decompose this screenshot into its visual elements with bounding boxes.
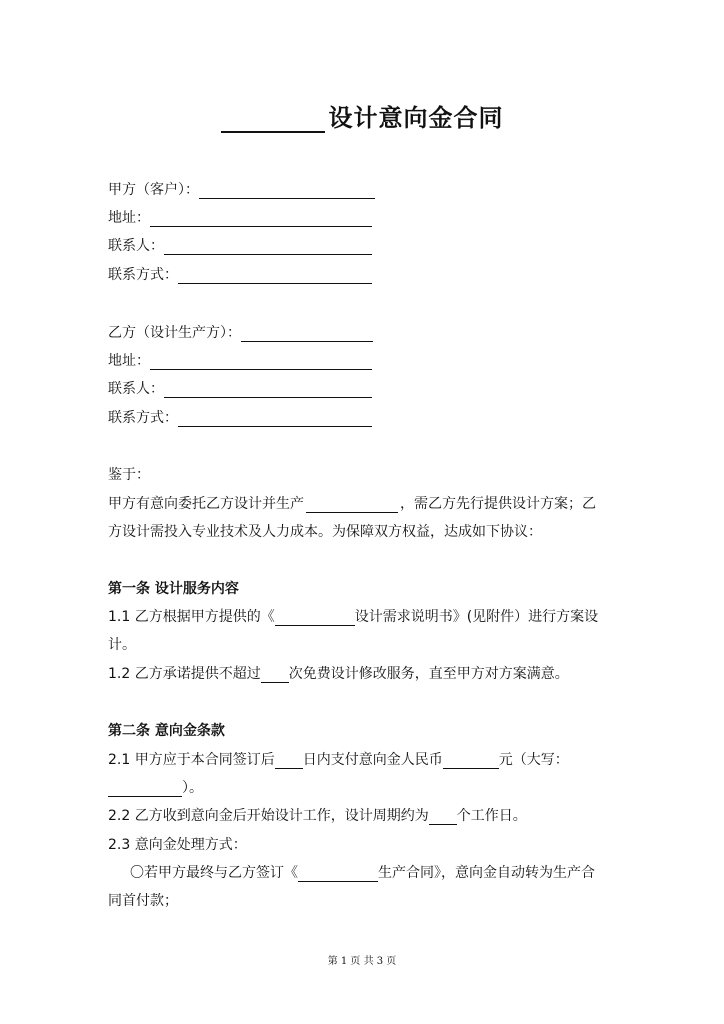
article-1-heading: 第一条 设计服务内容 <box>108 581 239 597</box>
clause-2-1-text-b: 日内支付意向金人民币 <box>302 752 443 768</box>
party-b-address-row <box>108 350 372 370</box>
title-blank[interactable] <box>221 105 325 133</box>
design-period-blank[interactable] <box>429 809 457 825</box>
party-b-contact-blank[interactable] <box>164 382 372 398</box>
clause-2-1-text-c: 元（大写： <box>498 752 569 768</box>
whereas-text-b: ，需乙方先行提供设计方案；乙 <box>400 496 596 512</box>
party-b-contact-row <box>108 378 372 398</box>
clause-2-2 <box>108 805 527 825</box>
whereas-line-2: 方设计需投入专业技术及人力成本。为保障双方权益，达成如下协议： <box>108 524 542 540</box>
party-a-method-blank[interactable] <box>178 268 372 284</box>
item-1-text-a: 〇若甲方最终与乙方签订《 <box>130 865 298 881</box>
party-b-contact-label: 联系人： <box>108 381 164 397</box>
clause-1-2 <box>108 663 569 683</box>
party-b-method-row <box>108 407 372 427</box>
title-text: 设计意向金合同 <box>328 104 504 132</box>
clause-2-1-line-1 <box>108 749 569 769</box>
clause-1-2-text-b: 次免费设计修改服务，直至甲方对方案满意。 <box>288 666 569 682</box>
party-a-method-row <box>108 264 372 284</box>
clause-2-1-text-d: ）。 <box>182 780 203 796</box>
whereas-text-a: 甲方有意向委托乙方设计并生产 <box>108 496 304 512</box>
clause-1-1-text-a: 1.1 乙方根据甲方提供的《 <box>108 609 275 625</box>
item-1-text-b: 生产合同》，意向金自动转为生产合 <box>378 865 595 881</box>
article-2-heading: 第二条 意向金条款 <box>108 723 225 739</box>
party-b-name-row <box>108 322 373 342</box>
clause-1-1-line-1 <box>108 606 598 626</box>
page-footer: 第 1 页 共 3 页 <box>327 956 397 967</box>
party-b-method-label: 联系方式： <box>108 410 178 426</box>
party-a-method-label: 联系方式： <box>108 267 178 283</box>
clause-2-1-text-a: 2.1 甲方应于本合同签订后 <box>108 752 275 768</box>
party-a-name-row <box>108 179 375 199</box>
amount-words-blank[interactable] <box>108 781 182 797</box>
clause-2-3-item-1-line-1 <box>130 862 595 882</box>
party-a-address-row <box>108 207 372 227</box>
product-blank[interactable] <box>306 497 398 513</box>
party-b-name-blank[interactable] <box>241 326 373 342</box>
clause-2-2-text-b: 个工作日。 <box>456 808 527 824</box>
clause-2-3-item-1-line-2: 同首付款； <box>108 893 178 909</box>
party-a-contact-label: 联系人： <box>108 238 164 254</box>
amount-blank[interactable] <box>443 753 499 769</box>
clause-2-3: 2.3 意向金处理方式： <box>108 837 247 853</box>
clause-2-2-text-a: 2.2 乙方收到意向金后开始设计工作，设计周期约为 <box>108 808 429 824</box>
party-a-contact-blank[interactable] <box>164 239 372 255</box>
revision-count-blank[interactable] <box>261 667 289 683</box>
whereas-heading: 鉴于： <box>108 467 150 483</box>
clause-1-1-text-b: 设计需求说明书》(见附件）进行方案设 <box>354 609 599 625</box>
party-b-address-label: 地址： <box>108 353 150 369</box>
clause-2-1-line-2 <box>108 777 203 797</box>
production-contract-blank[interactable] <box>298 866 378 882</box>
party-b-address-blank[interactable] <box>150 354 372 370</box>
party-a-address-blank[interactable] <box>150 211 372 227</box>
party-a-name-blank[interactable] <box>199 183 375 199</box>
party-a-contact-row <box>108 235 372 255</box>
clause-1-2-text-a: 1.2 乙方承诺提供不超过 <box>108 666 261 682</box>
party-b-name-label: 乙方（设计生产方）： <box>108 325 241 341</box>
whereas-line-1 <box>108 493 596 513</box>
requirement-doc-blank[interactable] <box>275 610 355 626</box>
contract-title <box>0 98 724 133</box>
party-a-address-label: 地址： <box>108 210 150 226</box>
payment-days-blank[interactable] <box>275 753 303 769</box>
clause-1-1-line-2: 计。 <box>108 637 136 653</box>
party-a-name-label: 甲方（客户）： <box>108 182 199 198</box>
party-b-method-blank[interactable] <box>178 411 372 427</box>
